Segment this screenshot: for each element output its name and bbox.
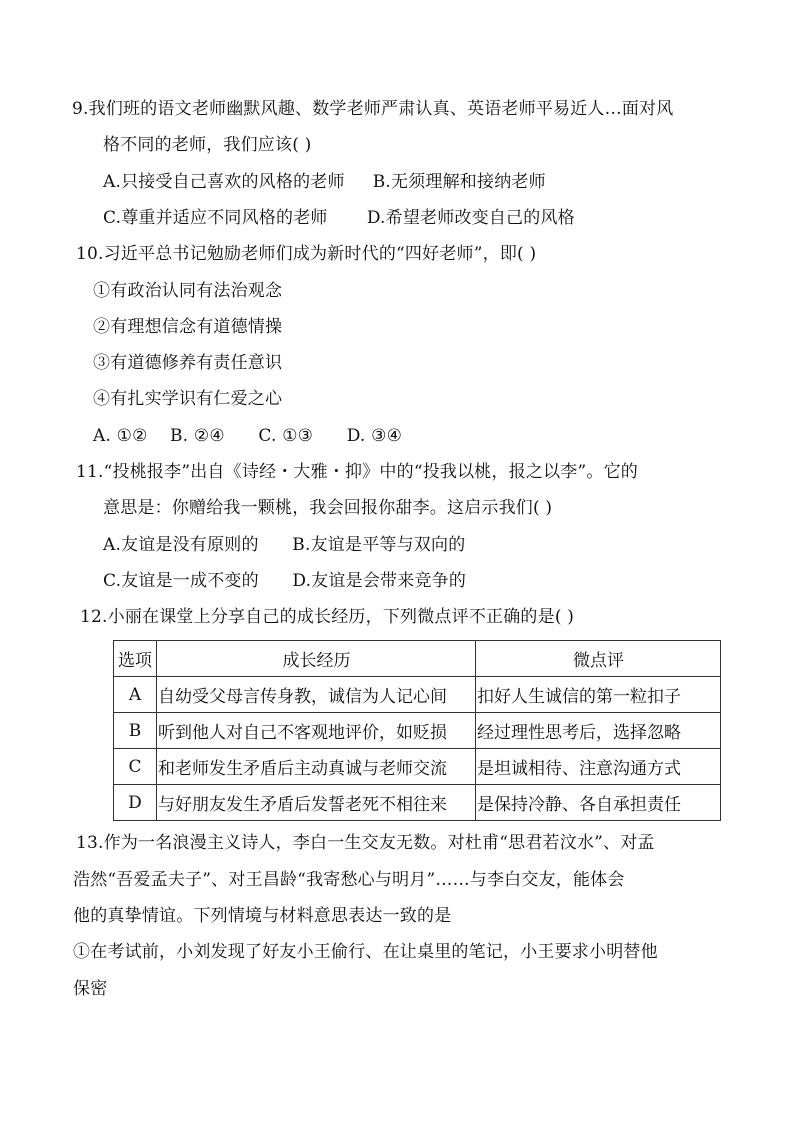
header-comment: 微点评 <box>476 641 721 677</box>
table-row <box>114 713 721 749</box>
row-experience: 自幼受父母言传身教，诚信为人记心间 <box>157 677 476 713</box>
row-comment: 是坦诚相待、注意沟通方式 <box>476 749 721 785</box>
q9-stem-line2: 格不同的老师，我们应该( ) <box>103 135 312 155</box>
q12-table <box>113 640 721 821</box>
q9-stem-line1: 9.我们班的语文老师幽默风趣、数学老师严肃认真、英语老师平易近人…面对风 <box>72 99 674 119</box>
row-comment: 扣好人生诚信的第一粒扣子 <box>476 677 721 713</box>
q11-stem-line2: 意思是：你赠给我一颗桃，我会回报你甜李。这启示我们( ) <box>103 498 553 518</box>
q13-stem-line3: 他的真挚情谊。下列情境与材料意思表达一致的是 <box>73 906 452 926</box>
row-comment: 是保持冷静、各自承担责任 <box>476 785 721 821</box>
q9-options-row1: A.只接受自己喜欢的风格的老师 B.无须理解和接纳老师 <box>103 172 546 192</box>
row-option: B <box>114 713 157 749</box>
q11-stem-line1: 11.“投桃报李”出自《诗经・大雅・抑》中的“投我以桃，报之以李”。它的 <box>76 462 638 482</box>
row-experience: 听到他人对自己不客观地评价，如贬损 <box>157 713 476 749</box>
q11-options-row1: A.友谊是没有原则的 B.友谊是平等与双向的 <box>103 535 466 555</box>
table-row <box>114 785 721 821</box>
q9-options-row2: C.尊重并适应不同风格的老师 D.希望老师改变自己的风格 <box>103 208 575 228</box>
q10-item-1: ①有政治认同有法治观念 <box>93 281 283 301</box>
table-row <box>114 677 721 713</box>
row-comment: 经过理性思考后，选择忽略 <box>476 713 721 749</box>
q10-item-3: ③有道德修养有责任意识 <box>93 353 283 373</box>
q13-stem-line2: 浩然“吾爱孟夫子”、对王昌龄“我寄愁心与明月”……与李白交友，能体会 <box>73 870 625 890</box>
table-header-row <box>114 641 721 677</box>
q10-options: A. ①② B. ②④ C. ①③ D. ③④ <box>93 426 403 446</box>
q13-item1-line1: ①在考试前，小刘发现了好友小王偷行、在让桌里的笔记，小王要求小明替他 <box>73 942 658 962</box>
row-experience: 和老师发生矛盾后主动真诚与老师交流 <box>157 749 476 785</box>
header-experience: 成长经历 <box>157 641 476 677</box>
row-experience: 与好朋友发生矛盾后发誓老死不相往来 <box>157 785 476 821</box>
q10-stem: 10.习近平总书记勉励老师们成为新时代的“四好老师”，即( ) <box>76 244 537 264</box>
row-option: D <box>114 785 157 821</box>
q13-stem-line1: 13.作为一名浪漫主义诗人，李白一生交友无数。对杜甫“思君若汶水”、对孟 <box>76 833 655 853</box>
q12-stem: 12.小丽在课堂上分享自己的成长经历，下列微点评不正确的是( ) <box>80 607 575 627</box>
q11-options-row2: C.友谊是一成不变的 D.友谊是会带来竞争的 <box>103 571 467 591</box>
q13-item1-line2: 保密 <box>73 979 108 999</box>
q10-item-2: ②有理想信念有道德情操 <box>93 317 283 337</box>
table-row <box>114 749 721 785</box>
row-option: A <box>114 677 157 713</box>
row-option: C <box>114 749 157 785</box>
q10-item-4: ④有扎实学识有仁爱之心 <box>93 389 283 409</box>
header-option: 选项 <box>114 641 157 677</box>
